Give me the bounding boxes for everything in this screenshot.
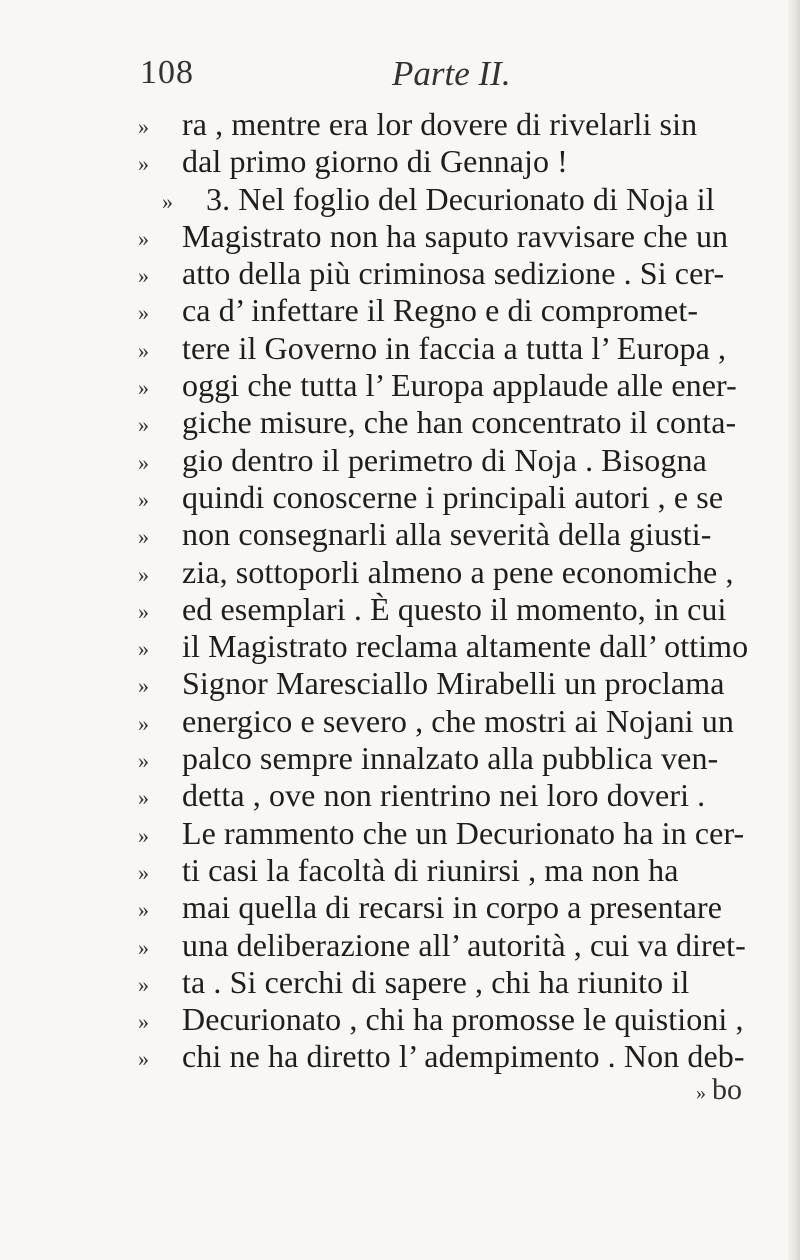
quote-mark: »	[138, 748, 150, 774]
line-text: chi ne ha diretto l’ adempimento . Non deb-	[182, 1038, 745, 1075]
quote-mark: »	[138, 524, 150, 550]
quote-mark: »	[138, 337, 150, 363]
quote-mark: »	[138, 375, 150, 401]
line-text: Decurionato , chi ha promosse le quistioni ,	[182, 1001, 744, 1038]
line-text: Signor Maresciallo Mirabelli un proclama	[182, 665, 725, 702]
text-line	[138, 404, 778, 441]
line-text: ti casi la facoltà di riunirsi , ma non ha	[182, 851, 679, 888]
text-line	[138, 964, 778, 1001]
line-text: quindi conoscerne i principali autori , e se	[182, 478, 724, 515]
text-line	[138, 330, 778, 367]
quote-mark: »	[138, 934, 150, 960]
line-text: una deliberazione all’ autorità , cui va diret-	[182, 926, 746, 963]
text-line	[138, 106, 778, 143]
text-line	[138, 367, 778, 404]
quote-mark: »	[138, 636, 150, 662]
quote-mark: »	[138, 673, 150, 699]
running-head: Parte II.	[392, 54, 511, 93]
quote-mark: »	[138, 561, 150, 587]
catchword-quote-mark: »	[696, 1082, 706, 1104]
line-text: tere il Governo in faccia a tutta l’ Europa ,	[182, 329, 727, 366]
quote-mark: »	[138, 1046, 150, 1072]
page-edge	[788, 0, 800, 1260]
quote-mark: »	[138, 486, 150, 512]
line-text: gio dentro il perimetro di Noja . Bisogna	[182, 441, 707, 478]
quote-mark: »	[138, 971, 150, 997]
text-line	[138, 255, 778, 292]
line-text: 3. Nel foglio del Decurionato di Noja il	[206, 180, 715, 217]
text-line	[138, 703, 778, 740]
quote-mark: »	[138, 263, 150, 289]
line-text: oggi che tutta l’ Europa applaude alle ener-	[182, 367, 737, 404]
text-line	[138, 292, 778, 329]
line-text: il Magistrato reclama altamente dall’ ottimo	[182, 628, 749, 665]
quote-mark: »	[138, 151, 150, 177]
quote-mark: »	[138, 114, 150, 139]
quote-mark: »	[138, 785, 150, 811]
quote-mark: »	[138, 822, 150, 848]
line-text: non consegnarli alla severità della giusti-	[182, 516, 712, 553]
line-text: Le rammento che un Decurionato ha in cer-	[182, 814, 745, 851]
quote-mark: »	[138, 449, 150, 475]
line-text: giche misure, che han concentrato il conta-	[182, 404, 737, 441]
line-text: palco sempre innalzato alla pubblica ven-	[182, 740, 719, 777]
body-text	[138, 106, 778, 1076]
quote-mark: »	[138, 412, 150, 438]
page-header	[140, 48, 700, 98]
text-line	[138, 554, 778, 591]
line-text: detta , ove non rientrino nei loro doveri .	[182, 777, 706, 814]
text-line	[138, 143, 778, 180]
quote-mark: »	[138, 598, 150, 624]
line-text: dal primo giorno di Gennajo !	[182, 143, 568, 180]
quote-mark: »	[138, 300, 150, 326]
line-text: mai quella di recarsi in corpo a presentare	[182, 889, 723, 926]
page-number: 108	[140, 54, 194, 91]
text-line	[138, 815, 778, 852]
text-line	[138, 1038, 778, 1075]
text-line	[138, 181, 778, 218]
line-text: atto della più criminosa sedizione . Si cer-	[182, 255, 725, 292]
quote-mark: »	[138, 225, 150, 251]
text-line	[138, 777, 778, 814]
line-text: zia, sottoporli almeno a pene economiche ,	[182, 553, 734, 590]
quote-mark: »	[138, 859, 150, 885]
quote-mark: »	[138, 897, 150, 923]
text-line	[138, 628, 778, 665]
line-text: ed esemplari . È questo il momento, in cui	[182, 590, 727, 627]
line-text: ta . Si cerchi di sapere , chi ha riunito il	[182, 963, 690, 1000]
text-line	[138, 218, 778, 255]
text-line	[138, 516, 778, 553]
text-line	[138, 1001, 778, 1038]
line-text: ca d’ infettare il Regno e di compromet-	[182, 292, 699, 329]
quote-mark: »	[138, 1009, 150, 1035]
text-line	[138, 927, 778, 964]
text-line	[138, 852, 778, 889]
line-text: Magistrato non ha saputo ravvisare che un	[182, 217, 729, 254]
catchword-text: bo	[712, 1073, 742, 1106]
text-line	[138, 591, 778, 628]
line-text: ra , mentre era lor dovere di rivelarli sin	[182, 106, 698, 142]
quote-mark: »	[162, 188, 174, 214]
text-line	[138, 665, 778, 702]
text-line	[138, 442, 778, 479]
text-line	[138, 889, 778, 926]
text-line	[138, 740, 778, 777]
line-text: energico e severo , che mostri ai Nojani un	[182, 702, 734, 739]
text-line	[138, 479, 778, 516]
catchword	[696, 1073, 742, 1107]
quote-mark: »	[138, 710, 150, 736]
